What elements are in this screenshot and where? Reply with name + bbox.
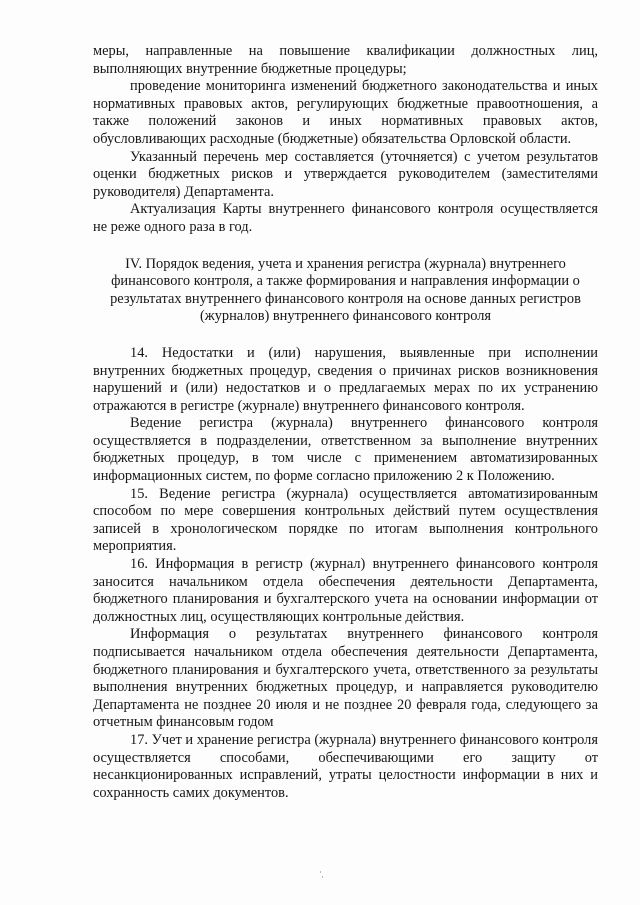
paragraph-monitoring: проведение мониторинга изменений бюджетного законодательства и иных нормативных правовых актов, регулирующих бюджетные правоотношения, а также положений законов и иных нормативных правовых актов, обусловливающих расходные (бюджетные) обязательства Орловской области. [93, 78, 598, 147]
scan-speck [320, 871, 321, 873]
paragraph-16: 16. Информация в регистр (журнал) внутреннего финансового контроля заносится начальником отдела обеспечения деятельности Департамента, бюджетного планирования и бухгалтерского учета на основании информации от должностных лиц, осуществляющих контрольные действия. [93, 556, 598, 625]
paragraph-14: 14. Недостатки и (или) нарушения, выявленные при исполнении внутренних бюджетных процедур, сведения о причинах рисков возникновения нарушений и (или) недостатков и о предлагаемых мерах по их устранению отражаются в регистре (журнале) внутреннего финансового контроля. [93, 344, 598, 414]
paragraph-17: 17. Учет и хранение регистра (журнала) внутреннего финансового контроля осуществляется способами, обеспечивающими его защиту от несанкционированных исправлений, утраты целостности информации в них и сохранность самих документов. [93, 731, 598, 801]
document-body [93, 43, 598, 802]
paragraph-map-update: Актуализация Карты внутреннего финансового контроля осуществляется не реже одного раза в год. [93, 201, 598, 235]
scan-speck [322, 876, 323, 878]
paragraph-15: 15. Ведение регистра (журнала) осуществляется автоматизированным способом по мере совершения контрольных действий путем осуществления записей в хронологическом порядке по итогам выполнения контрольного мероприятия. [93, 485, 598, 555]
paragraph-results-info: Информация о результатах внутреннего финансового контроля подписывается начальником отдела обеспечения деятельности Департамента, бюджетного планирования и бухгалтерского учета, ответственного за результаты выполнения внутренних бюджетных процедур, и направляется руководителю Департамента не позднее 20 июля и не позднее 20 февраля года, следующего за отчетным финансовым годом [93, 626, 598, 731]
paragraph-measures-list: Указанный перечень мер составляется (уточняется) с учетом результатов оценки бюджетных рисков и утверждается руководителем (заместителями руководителя) Департамента. [93, 148, 598, 200]
paragraph-register-keeping: Ведение регистра (журнала) внутреннего финансового контроля осуществляется в подразделении, ответственном за выполнение внутренних бюджетных процедур, в том числе с применением автоматизированных информационных систем, по форме согласно приложению 2 к Положению. [93, 415, 598, 485]
paragraph-training-measures: меры, направленные на повышение квалификации должностных лиц, выполняющих внутренние бюджетные процедуры; [93, 43, 598, 77]
section-heading: IV. Порядок ведения, учета и хранения регистра (журнала) внутреннего финансового контроля, а также формирования и направления информации о результатах внутреннего финансового контроля на основе данных регистров (журналов) внутреннего финансового контроля [110, 255, 581, 325]
